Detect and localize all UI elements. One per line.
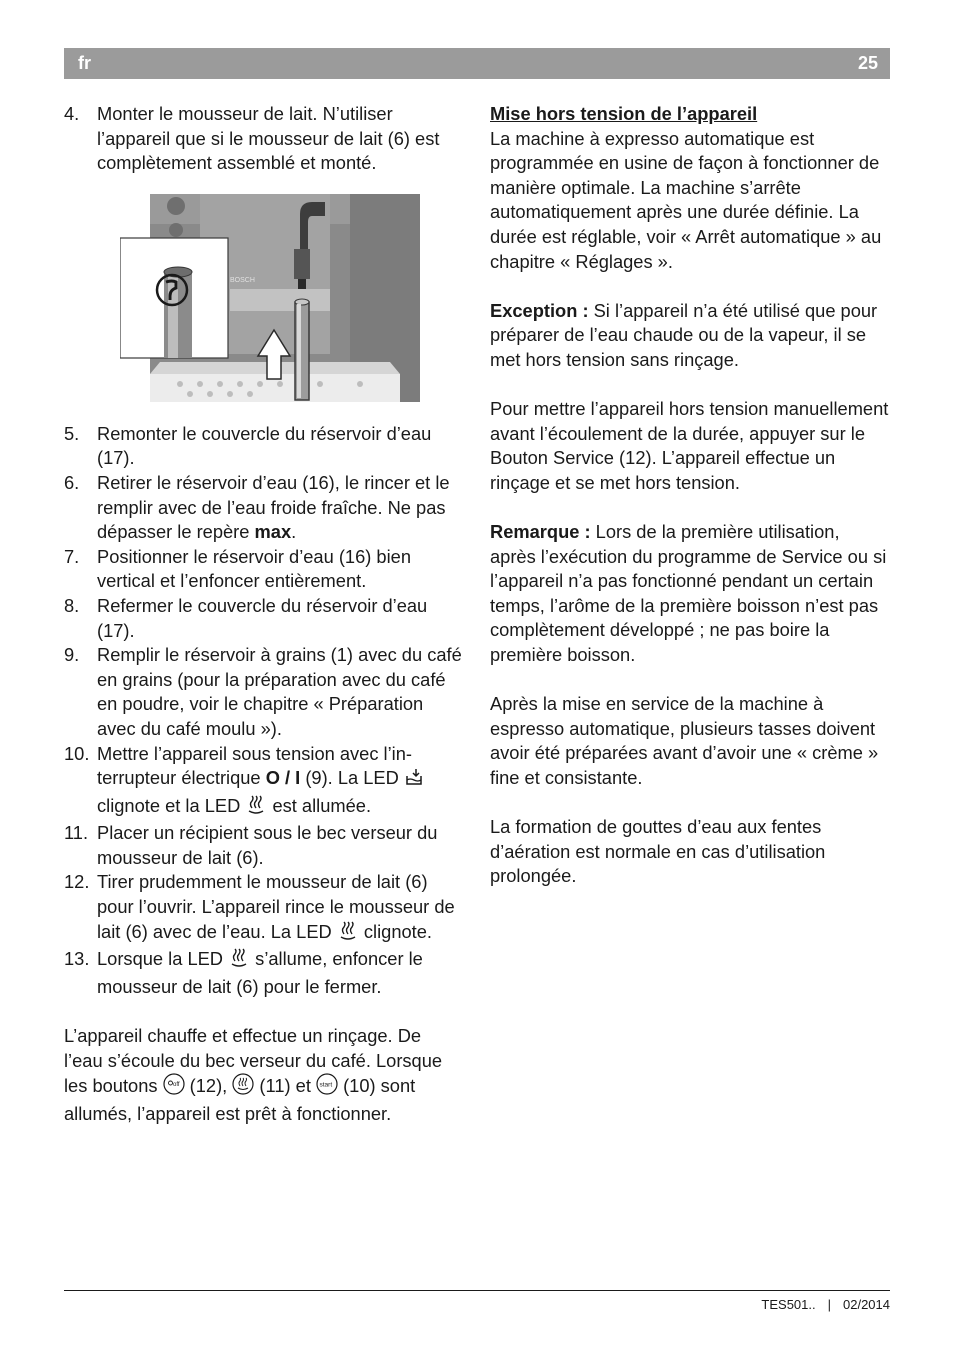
step-number: 5. <box>64 422 80 444</box>
closing-text: L’appareil chauffe et effectue un rinçage. De l’eau s’écoule du bec verseur du café. Lorsque les boutons <box>64 1025 443 1097</box>
step-text: Remonter le couvercle du réservoir d’eau (17). <box>97 422 432 469</box>
left-column <box>64 102 464 1126</box>
footer-divider <box>64 1290 890 1291</box>
step-text-end: est allumée. <box>267 794 372 816</box>
steam-button-icon <box>232 1073 254 1102</box>
list-item <box>64 870 464 947</box>
step-text: Lorsque la LED <box>97 948 229 970</box>
paragraph-condensation: La formation de gouttes d’eau aux fentes d’aération est normale en cas d’utilisation prolongée. <box>490 816 826 887</box>
list-item <box>64 422 464 471</box>
step-text: Positionner le réservoir d’eau (16) bien vertical et l’enfoncer entièrement. <box>97 545 411 592</box>
list-item <box>64 102 464 176</box>
step-text-end: s’allume, enfoncer le mousseur de lait (6) pour le fermer. <box>97 948 423 997</box>
exception-text: Si l’appareil n’a été utilisé que pour préparer de l’eau chaude ou de la vapeur, il se met hors tension sans rinçage. <box>490 299 878 370</box>
closing-paragraph <box>64 1024 464 1126</box>
paragraph-manual-off: Pour mettre l’appareil hors tension manuellement avant l’écoulement de la durée, appuyer sur le Bouton Service (12). L’appareil effectue un rinçage et se met hors tension. <box>490 398 889 493</box>
remark-text: Lors de la première utilisation, après l’exécution du programme de Service ou si l’appareil n’a pas fonctionné pendant un certain temps, l’arôme de la première boisson n’est pas complètement développé ; ne pas boire la première boisson. <box>490 521 887 666</box>
section-heading-power-off: Mise hors tension de l’appareil <box>490 103 758 124</box>
steps-list-part1 <box>64 102 464 176</box>
exception-label: Exception : <box>490 299 589 321</box>
list-item <box>64 545 464 594</box>
footer-separator: | <box>827 1297 831 1312</box>
step-text: Retirer le réservoir d’eau (16), le rincer et le remplir avec de l’eau froide fraîche. Ne pas dépasser le repère <box>97 471 450 543</box>
milk-frother-illustration <box>120 194 420 402</box>
model-number: TES501.. <box>761 1297 816 1312</box>
step-text: Mettre l’appareil sous tension avec l’interrupteur électrique <box>97 742 413 789</box>
max-marker-label: max <box>254 521 292 543</box>
step-text-mid: (9). La LED <box>300 767 404 789</box>
step-text-mid2: clignote et la LED <box>97 794 246 816</box>
paragraph-auto-off: La machine à expresso automatique est programmée en usine de façon à fonctionner de manière optimale. La machine s’arrête automatiquement après une durée définie. La durée est réglable, voir « Arrêt automatique » au chapitre « Réglages ». <box>490 127 882 272</box>
list-item <box>64 947 464 999</box>
closing-text: (12), <box>184 1075 233 1097</box>
publication-date: 02/2014 <box>843 1297 890 1312</box>
start-button-icon <box>316 1073 338 1102</box>
list-item <box>64 643 464 741</box>
step-number: 7. <box>64 545 80 567</box>
step-text-end: clignote. <box>358 920 432 942</box>
step-text: Tirer prudemment le mousseur de lait (6) pour l’ouvrir. L’appareil rince le mousseur de lait (6) avec de l’eau. La LED <box>97 871 455 942</box>
paragraph-crema: Après la mise en service de la machine à espresso automatique, plusieurs tasses doivent avoir été préparées avant d’avoir une « crème » fine et consistante. <box>490 693 879 789</box>
water-tank-led-icon <box>404 767 424 794</box>
power-switch-label: O / I <box>265 767 301 789</box>
right-column <box>490 102 890 889</box>
step-text: Remplir le réservoir à grains (1) avec du café en grains (pour la préparation avec du café en poudre, voir le chapitre « Préparation avec du café moulu »). <box>97 644 462 739</box>
step-number: 9. <box>64 644 80 666</box>
closing-text: (10) sont allumés, l’appareil est prêt à fonctionner. <box>64 1075 416 1124</box>
page-footer <box>761 1297 890 1312</box>
step-number: 11. <box>64 822 89 844</box>
language-code: fr <box>78 53 91 73</box>
list-item <box>64 471 464 545</box>
step-text: Placer un récipient sous le bec verseur du mousseur de lait (6). <box>97 822 438 868</box>
step-text-end: . <box>291 521 297 543</box>
machine-figure-svg <box>120 194 420 402</box>
step-number: 10. <box>64 742 90 764</box>
list-item <box>64 821 464 870</box>
list-item <box>64 594 464 643</box>
step-text: Monter le mousseur de lait. N’utiliser l’appareil que si le mousseur de lait (6) est complètement assemblé et monté. <box>97 103 440 174</box>
steps-list-part2 <box>64 422 464 1000</box>
page-number: 25 <box>857 53 878 73</box>
steam-led-icon <box>337 921 359 948</box>
closing-text: (11) et <box>254 1075 316 1097</box>
step-number: 6. <box>64 471 80 493</box>
brand-label: BOSCH <box>230 276 255 284</box>
off-button-icon <box>163 1073 185 1102</box>
paragraph-remark <box>490 520 890 668</box>
remark-label: Remarque : <box>490 521 591 543</box>
steam-led-icon <box>245 795 267 822</box>
paragraph-exception <box>490 299 890 373</box>
step-number: 13. <box>64 948 90 970</box>
step-number: 4. <box>64 103 80 124</box>
step-number: 12. <box>64 871 90 893</box>
steam-led-icon <box>228 948 250 975</box>
step-number: 8. <box>64 594 80 616</box>
svg-text:off: off <box>172 1082 180 1089</box>
page-header-bar <box>64 48 890 79</box>
step-text: Refermer le couvercle du réservoir d’eau (17). <box>97 594 428 641</box>
svg-text:start: start <box>319 1081 333 1089</box>
list-item <box>64 742 464 822</box>
